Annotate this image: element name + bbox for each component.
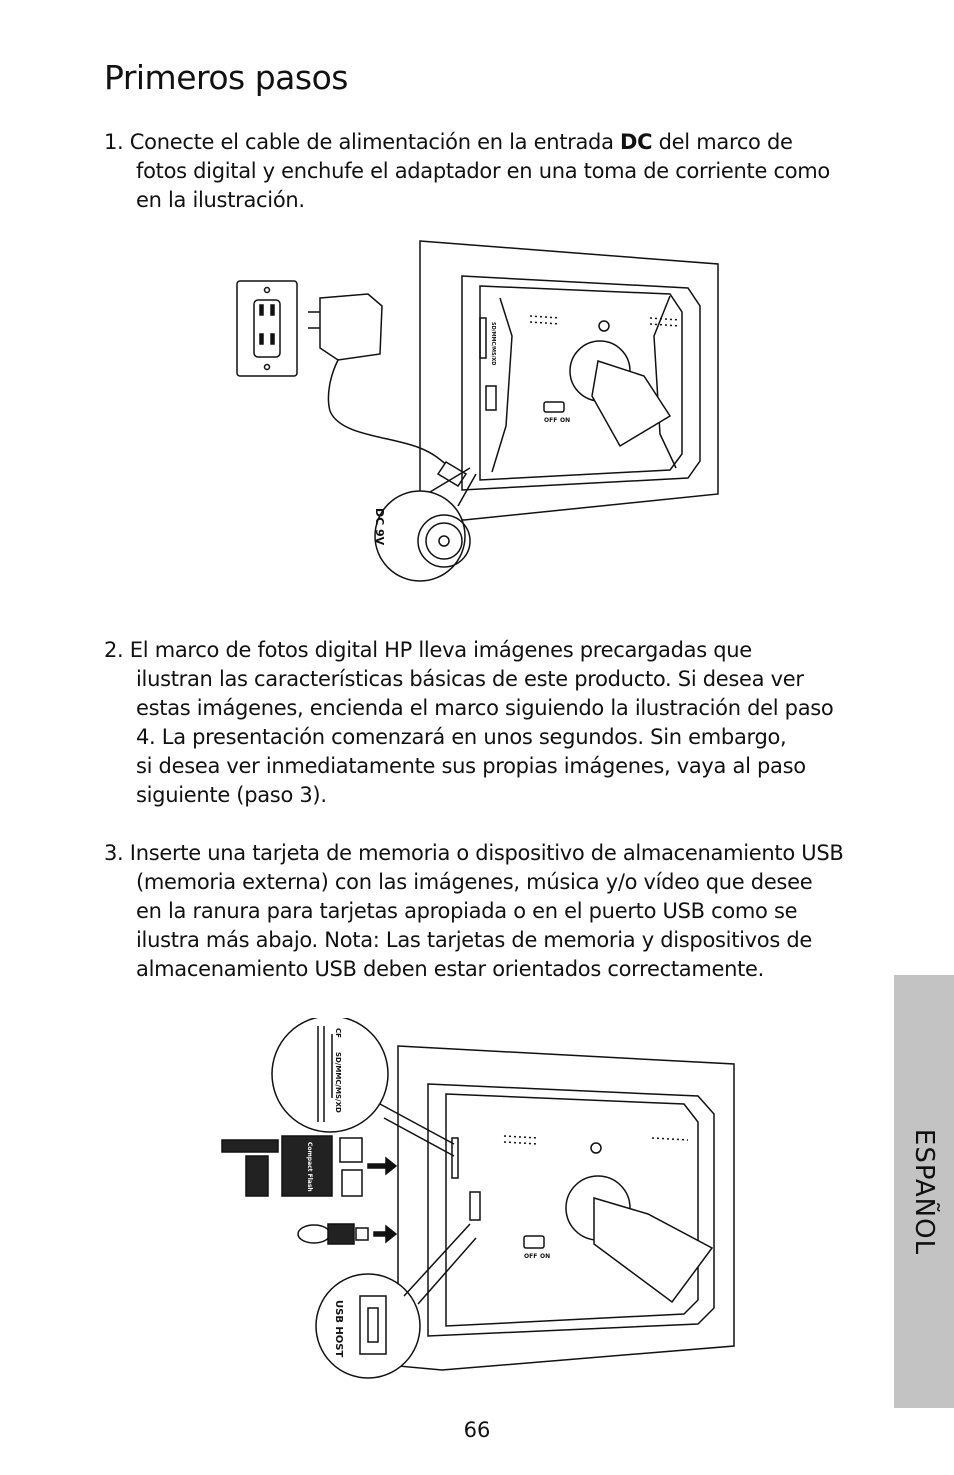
step-2-line-6: siguiente (paso 3). bbox=[136, 783, 327, 807]
step-1 bbox=[104, 128, 830, 215]
switch-on-label: ON bbox=[540, 1253, 551, 1260]
switch-off-label: OFF bbox=[544, 417, 558, 424]
page-number: 66 bbox=[463, 1418, 491, 1442]
step-3-line-2: (memoria externa) con las imágenes, música y/o vídeo que desee bbox=[136, 870, 813, 894]
step-3-line-5: almacenamiento USB deben estar orientados correctamente. bbox=[136, 957, 765, 981]
step-2 bbox=[104, 636, 833, 810]
memory-card-usb-illustration bbox=[218, 1018, 738, 1390]
step-1-line-2: fotos digital y enchufe el adaptador en una toma de corriente como bbox=[136, 159, 830, 183]
frame-stand bbox=[592, 361, 670, 446]
step-1-text-a: 1. Conecte el cable de alimentación en la entrada bbox=[104, 130, 621, 154]
step-1-line-1 bbox=[104, 128, 830, 157]
step-3-line-1: 3. Inserte una tarjeta de memoria o dispositivo de almacenamiento USB bbox=[104, 841, 844, 865]
power-cable bbox=[328, 360, 450, 468]
language-tab-label: ESPAÑOL bbox=[909, 1128, 939, 1255]
step-3-line-4: ilustra más abajo. Nota: Las tarjetas de memoria y dispositivos de bbox=[136, 928, 813, 952]
power-connection-illustration bbox=[230, 236, 722, 588]
cf-card-label: Compact Flash bbox=[306, 1142, 313, 1192]
step-2-line-2: ilustran las características básicas de este producto. Si desea ver bbox=[136, 667, 804, 691]
step-3 bbox=[104, 839, 843, 984]
usb-stick bbox=[298, 1225, 330, 1243]
step-2-line-5: si desea ver inmediatamente sus propias imágenes, vaya al paso bbox=[136, 754, 806, 778]
sd-card-small bbox=[340, 1138, 362, 1162]
usb-host-label: USB HOST bbox=[333, 1300, 344, 1358]
dc-bold-label: DC bbox=[620, 130, 653, 154]
wall-outlet bbox=[237, 281, 297, 376]
slot-label: SD/MMC/MS/XD bbox=[490, 322, 496, 366]
callout-cf-label: CF bbox=[334, 1028, 342, 1038]
power-adapter bbox=[320, 294, 382, 360]
memory-stick-card bbox=[222, 1140, 278, 1152]
step-1-text-b: del marco de bbox=[652, 130, 793, 154]
step-2-line-4: 4. La presentación comenzará en unos segundos. Sin embargo, bbox=[136, 725, 787, 749]
callout-slot-label: SD/MMC/MS/XD bbox=[334, 1052, 342, 1113]
step-2-line-1: 2. El marco de fotos digital HP lleva imágenes precargadas que bbox=[104, 638, 752, 662]
dc-port-callout bbox=[375, 491, 465, 581]
step-1-line-3: en la ilustración. bbox=[136, 188, 305, 212]
xd-card bbox=[246, 1156, 268, 1196]
switch-on-label: ON bbox=[560, 417, 571, 424]
usb-insert-arrow bbox=[374, 1226, 396, 1242]
page-title: Primeros pasos bbox=[104, 58, 348, 97]
language-side-tab bbox=[894, 975, 954, 1408]
frame-stand bbox=[594, 1198, 712, 1302]
sd-card bbox=[342, 1170, 362, 1196]
switch-off-label: OFF bbox=[524, 1253, 538, 1260]
dc-9v-label: DC 9V bbox=[373, 508, 386, 546]
card-slot-callout bbox=[272, 1018, 388, 1132]
step-2-line-3: estas imágenes, encienda el marco siguiendo la ilustración del paso bbox=[136, 696, 834, 720]
step-3-line-3: en la ranura para tarjetas apropiada o en el puerto USB como se bbox=[136, 899, 798, 923]
card-insert-arrow bbox=[368, 1158, 396, 1174]
